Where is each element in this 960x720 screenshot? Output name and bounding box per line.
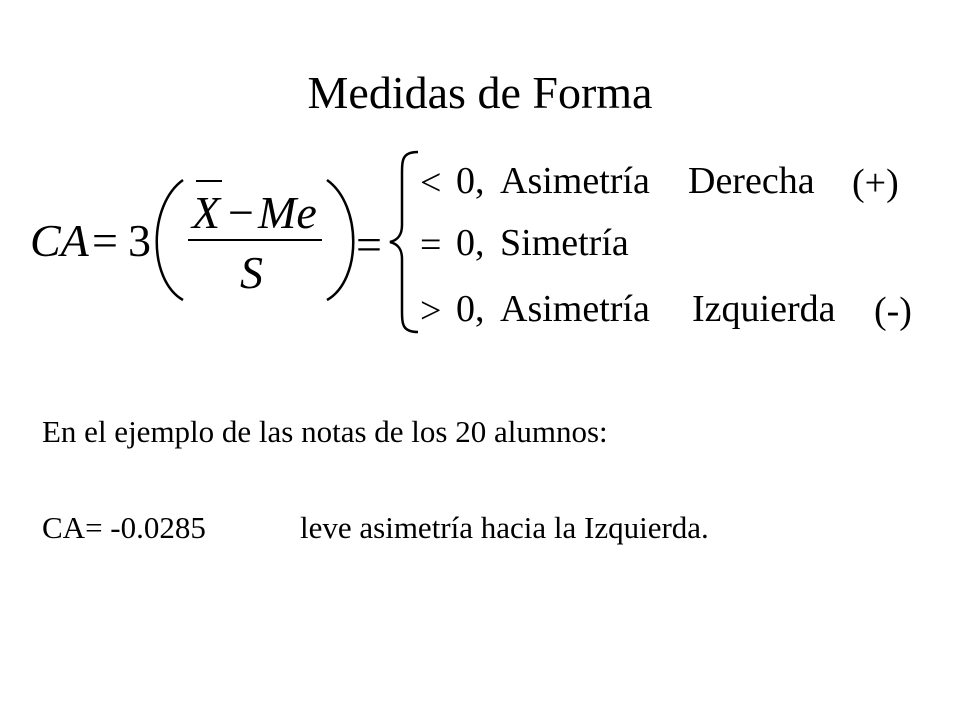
- numerator-minus: −: [228, 187, 254, 238]
- result-text: leve asimetría hacia la Izquierda.: [300, 510, 709, 545]
- numerator-me: Me: [258, 187, 317, 238]
- formula-lhs: CA: [30, 215, 89, 266]
- case-3-sign: (-): [874, 290, 912, 332]
- left-paren: [157, 180, 183, 300]
- case-1-relation: <: [420, 162, 442, 204]
- case-1-value: 0,: [456, 160, 485, 202]
- result-value: CA= -0.0285: [42, 510, 206, 545]
- case-1-label-2: Derecha: [688, 160, 815, 202]
- example-intro: En el ejemplo de las notas de los 20 alumnos:: [42, 414, 608, 449]
- formula-equals-1: =: [92, 215, 118, 266]
- numerator-x: X: [192, 187, 221, 238]
- slide-title: Medidas de Forma: [307, 67, 653, 118]
- case-2-value: 0,: [456, 222, 485, 264]
- case-3-label-2: Izquierda: [692, 288, 836, 330]
- cases-brace: [390, 152, 418, 332]
- case-2-label: Simetría: [500, 222, 629, 264]
- case-2-relation: =: [420, 224, 442, 266]
- denominator-s: S: [240, 247, 263, 298]
- formula-equals-2: =: [356, 219, 382, 270]
- case-3-relation: >: [420, 290, 442, 332]
- case-1-sign: (+): [852, 162, 899, 204]
- case-3-label: Asimetría: [500, 288, 650, 330]
- case-1-label: Asimetría: [500, 160, 650, 202]
- case-3-value: 0,: [456, 288, 485, 330]
- formula-coefficient: 3: [128, 215, 151, 266]
- right-paren: [327, 180, 353, 300]
